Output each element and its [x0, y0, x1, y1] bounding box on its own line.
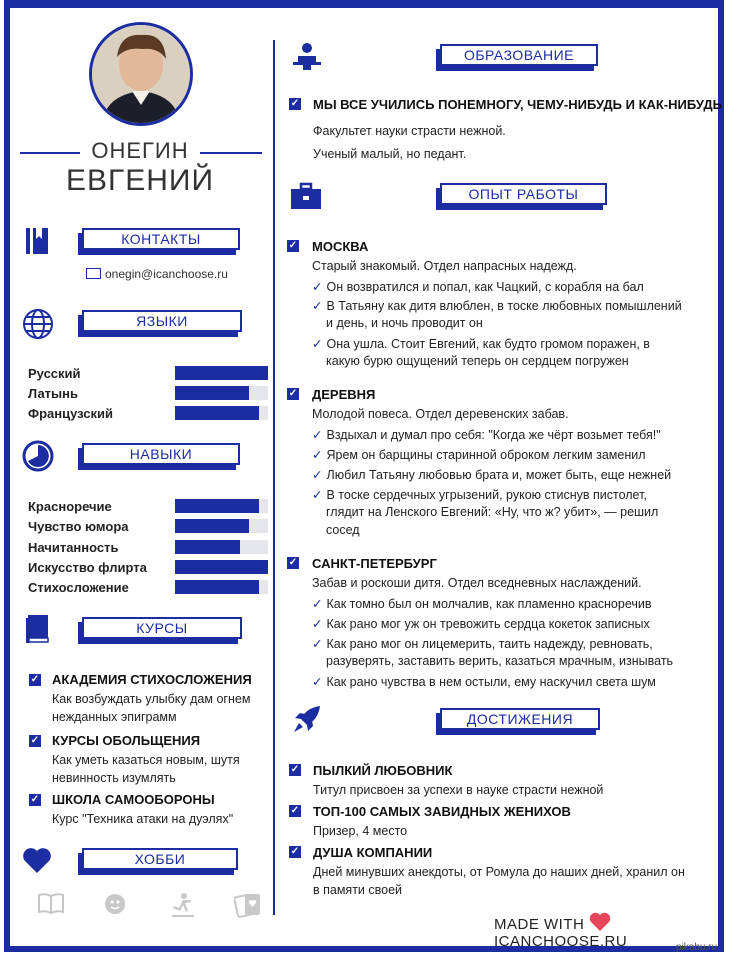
course-name: АКАДЕМИЯ СТИХОСЛОЖЕНИЯ	[52, 672, 252, 687]
achievement-desc: Призер, 4 место	[313, 824, 408, 838]
language-label: Русский	[28, 366, 81, 381]
email-row[interactable]	[86, 267, 228, 281]
education-heading: МЫ ВСЕ УЧИЛИСЬ ПОНЕМНОГУ, ЧЕМУ-НИБУДЬ И КАК-НИБУДЬ	[313, 97, 722, 112]
achievement-name: ПЫЛКИЙ ЛЮБОВНИК	[313, 763, 453, 778]
check-icon: ✓	[30, 735, 40, 746]
check-icon: ✓	[30, 794, 40, 805]
course-name: КУРСЫ ОБОЛЬЩЕНИЯ	[52, 733, 201, 748]
courses-header: КУРСЫ	[82, 617, 242, 639]
job-bullet-cont: и день, и ночь проводит он	[326, 316, 483, 330]
education-line: Ученый малый, но педант.	[313, 147, 467, 161]
achievement-name: ТОП-100 САМЫХ ЗАВИДНЫХ ЖЕНИХОВ	[313, 804, 571, 819]
achievement-desc: в памяти своей	[313, 883, 403, 897]
language-bar	[175, 386, 268, 400]
email-link[interactable]: onegin@icanchoose.ru	[105, 267, 228, 281]
globe-icon	[22, 308, 54, 345]
job-place: ДЕРЕВНЯ	[312, 387, 376, 402]
language-bar	[175, 366, 268, 380]
check-icon: ✓	[290, 764, 300, 775]
job-bullet-cont: разуверять, заставить верить, казаться мрачным, изнывать	[326, 654, 674, 668]
job-bullet: ✓ Как рано мог он лицемерить, таить надежду, ревновать,	[312, 637, 653, 651]
tick-icon: ✓	[312, 488, 323, 502]
course-desc: Курс "Техника атаки на дуэлях"	[52, 812, 234, 826]
course-desc: невинность изумлять	[52, 771, 176, 785]
envelope-icon	[86, 268, 101, 279]
skill-bar	[175, 560, 268, 574]
column-divider	[273, 40, 275, 915]
theater-masks-icon	[104, 892, 130, 918]
skill-bar	[175, 499, 268, 513]
language-bar-fill	[175, 406, 259, 420]
brand-label: ICANCHOOSE.RU	[494, 933, 628, 950]
tick-icon: ✓	[312, 448, 323, 462]
language-label: Французский	[28, 406, 114, 421]
job-bullet-cont: сосед	[326, 523, 360, 537]
avatar	[89, 22, 193, 126]
job-summary: Старый знакомый. Отдел напрасных надежд.	[312, 259, 577, 273]
job-bullet: ✓ Как рано чувства в нем остыли, ему наскучил света шум	[312, 675, 656, 689]
education-line: Факультет науки страсти нежной.	[313, 124, 506, 138]
job-bullet-cont: какую бурю ощущений теперь он сердцем погружен	[326, 354, 629, 368]
tick-icon: ✓	[312, 428, 323, 442]
job-bullet: ✓ Она ушла. Стоит Евгений, как будто громом поражен, в	[312, 337, 650, 351]
tick-icon: ✓	[312, 597, 323, 611]
course-desc: нежданных эпиграмм	[52, 710, 177, 724]
contacts-header: КОНТАКТЫ	[82, 228, 240, 250]
language-bar-fill	[175, 386, 249, 400]
book-icon	[25, 614, 49, 649]
achievements-header: ДОСТИЖЕНИЯ	[440, 708, 600, 730]
check-icon: ✓	[290, 805, 300, 816]
skill-bar-fill	[175, 540, 240, 554]
tick-icon: ✓	[312, 637, 323, 651]
briefcase-icon	[290, 182, 322, 215]
hobby-header: ХОББИ	[82, 848, 238, 870]
job-bullet: ✓ В тоске сердечных угрызений, рукою стиснув пистолет,	[312, 488, 647, 502]
education-header: ОБРАЗОВАНИЕ	[440, 44, 598, 66]
skill-bar	[175, 540, 268, 554]
cards-icon	[234, 892, 260, 918]
skill-bar-fill	[175, 560, 268, 574]
skill-label: Начитанность	[28, 540, 119, 555]
tick-icon: ✓	[312, 299, 323, 313]
check-icon: ✓	[288, 388, 298, 399]
skill-bar	[175, 580, 268, 594]
skills-header: НАВЫКИ	[82, 443, 240, 465]
job-bullet: ✓ Он возвратился и попал, как Чацкий, с корабля на бал	[312, 280, 644, 294]
skill-bar-fill	[175, 580, 259, 594]
course-name: ШКОЛА САМООБОРОНЫ	[52, 792, 215, 807]
skill-bar-fill	[175, 499, 259, 513]
tick-icon: ✓	[312, 675, 323, 689]
pie-chart-icon	[22, 440, 54, 477]
job-bullet: ✓ Вздыхал и думал про себя: "Когда же чёрт возьмет тебя!"	[312, 428, 661, 442]
check-icon: ✓	[290, 846, 300, 857]
tick-icon: ✓	[312, 617, 323, 631]
experience-header: ОПЫТ РАБОТЫ	[440, 183, 607, 205]
skill-label: Красноречие	[28, 499, 112, 514]
skill-bar	[175, 519, 268, 533]
last-name: ОНЕГИН	[91, 138, 189, 163]
tick-icon: ✓	[312, 337, 323, 351]
job-bullet: ✓ Как томно был он молчалив, как пламенно красноречив	[312, 597, 652, 611]
watermark: pikabu.ru	[676, 942, 718, 953]
language-label: Латынь	[28, 386, 78, 401]
check-icon: ✓	[290, 98, 300, 109]
achievement-desc: Дней минувших анекдоты, от Ромула до наших дней, хранил он	[313, 865, 685, 879]
achievement-name: ДУША КОМПАНИИ	[313, 845, 433, 860]
job-place: САНКТ-ПЕТЕРБУРГ	[312, 556, 437, 571]
skill-label: Стихосложение	[28, 580, 129, 595]
tick-icon: ✓	[312, 280, 323, 294]
tick-icon: ✓	[312, 468, 323, 482]
course-desc: Как возбуждать улыбку дам огнем	[52, 692, 251, 706]
job-bullet-cont: глядит на Ленского Евгений: «Ну, что ж? убит», — решил	[326, 505, 659, 519]
skill-label: Искусство флирта	[28, 560, 147, 575]
job-summary: Забав и роскоши дитя. Отдел вседневных наслаждений.	[312, 576, 642, 590]
check-icon: ✓	[288, 240, 298, 251]
job-bullet: ✓ Как рано мог уж он тревожить сердца кокеток записных	[312, 617, 650, 631]
made-with-label: MADE WITH	[494, 916, 585, 933]
teacher-icon	[292, 42, 322, 77]
achievement-desc: Титул присвоен за успехи в науке страсти нежной	[313, 783, 604, 797]
job-place: МОСКВА	[312, 239, 369, 254]
dance-icon	[170, 892, 196, 918]
job-bullet: ✓ Любил Татьяну любовью брата и, может быть, еще нежней	[312, 468, 672, 482]
job-bullet: ✓ Ярем он барщины старинной оброком легким заменил	[312, 448, 646, 462]
check-icon: ✓	[288, 557, 298, 568]
book-mark-icon	[25, 227, 49, 260]
job-summary: Молодой повеса. Отдел деревенских забав.	[312, 407, 569, 421]
skill-label: Чувство юмора	[28, 519, 129, 534]
language-bar-fill	[175, 366, 268, 380]
language-bar	[175, 406, 268, 420]
first-name: ЕВГЕНИЙ	[65, 164, 215, 197]
book-icon	[38, 892, 64, 918]
languages-header: ЯЗЫКИ	[82, 310, 242, 332]
heart-icon	[22, 846, 52, 879]
skill-bar-fill	[175, 519, 249, 533]
job-bullet: ✓ В Татьяну как дитя влюблен, в тоске любовных помышлений	[312, 299, 682, 313]
course-desc: Как уметь казаться новым, шутя	[52, 753, 240, 767]
check-icon: ✓	[30, 674, 40, 685]
rocket-icon	[292, 704, 322, 739]
heart-icon	[589, 912, 611, 932]
